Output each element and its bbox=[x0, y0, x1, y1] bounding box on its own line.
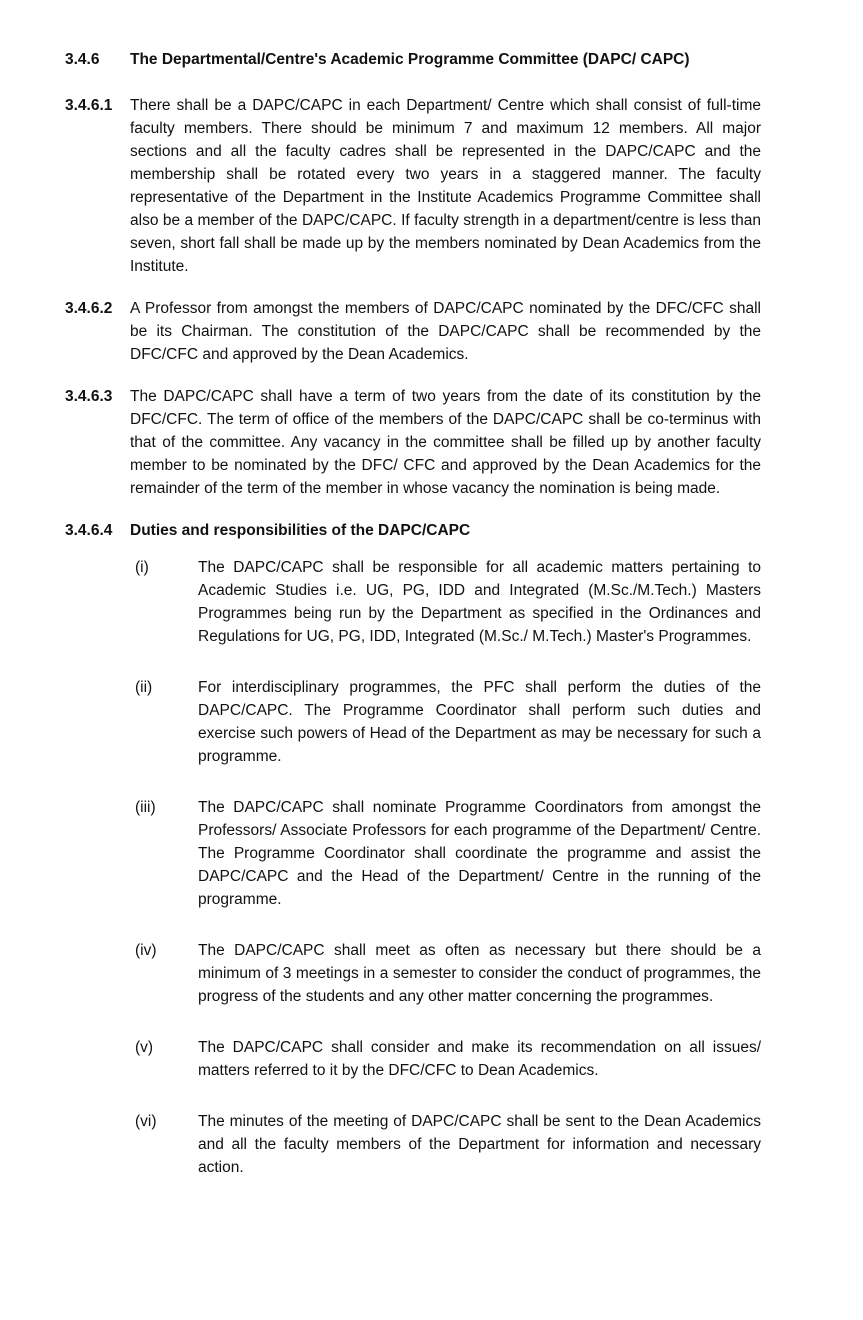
paragraph-text: A Professor from amongst the members of DAPC/CAPC nominated by the DFC/CFC shall be its Chairman. The constitution of the DAPC/CAPC shall be recommended by the DFC/CFC and approved by the Dean Academics. bbox=[130, 300, 761, 363]
paragraph-number: 3.4.6.3 bbox=[65, 388, 113, 405]
list-item-label: (v) bbox=[135, 1039, 154, 1056]
duties-heading bbox=[65, 519, 761, 542]
list-item-text: The DAPC/CAPC shall be responsible for all academic matters pertaining to Academic Studies i.e. UG, PG, IDD and Integrated (M.Sc./M.Tech.) Masters Programmes being run by the Department as specified in the Ordinances and Regulations for UG, PG, IDD, Integrated (M.Sc./ M.Tech.) Master's Programmes. bbox=[198, 559, 761, 645]
list-item bbox=[135, 1036, 761, 1082]
section-paragraph bbox=[65, 297, 761, 366]
list-item bbox=[135, 556, 761, 648]
list-item-text: For interdisciplinary programmes, the PFC shall perform the duties of the DAPC/CAPC. The Programme Coordinator shall perform such duties and exercise such powers of Head of the Department as may be necessary for such a programme. bbox=[198, 679, 761, 765]
paragraph-text: There shall be a DAPC/CAPC in each Department/ Centre which shall consist of full-time faculty members. There should be minimum 7 and maximum 12 members. All major sections and all the faculty cadres shall be represented in the DAPC/CAPC and the membership shall be rotated every two years in a staggered manner. The faculty representative of the Department in the Institute Academics Programme Committee shall also be a member of the DAPC/CAPC. If faculty strength in a department/centre is less than seven, short fall shall be made up by the members nominated by Dean Academics from the Institute. bbox=[130, 97, 761, 275]
duties-list bbox=[135, 556, 761, 1179]
section-paragraph bbox=[65, 385, 761, 500]
duties-list-row bbox=[65, 556, 761, 1179]
paragraph-number: 3.4.6.1 bbox=[65, 97, 113, 114]
list-item-label: (iii) bbox=[135, 799, 156, 816]
list-item-text: The minutes of the meeting of DAPC/CAPC shall be sent to the Dean Academics and all the faculty members of the Department for information and necessary action. bbox=[198, 1113, 761, 1176]
section-heading bbox=[65, 48, 761, 71]
list-item-label: (i) bbox=[135, 559, 149, 576]
list-item-label: (ii) bbox=[135, 679, 153, 696]
section-heading-number: 3.4.6 bbox=[65, 51, 100, 68]
list-item-text: The DAPC/CAPC shall meet as often as necessary but there should be a minimum of 3 meetings in a semester to consider the conduct of programmes, the progress of the students and any other matter concerning the programmes. bbox=[198, 942, 761, 1005]
list-item-text: The DAPC/CAPC shall consider and make its recommendation on all issues/ matters referred to it by the DFC/CFC to Dean Academics. bbox=[198, 1039, 761, 1079]
list-item-label: (iv) bbox=[135, 942, 157, 959]
section-heading-title: The Departmental/Centre's Academic Programme Committee (DAPC/ CAPC) bbox=[130, 51, 690, 68]
paragraph-number: 3.4.6.2 bbox=[65, 300, 113, 317]
list-item bbox=[135, 796, 761, 911]
paragraph-text: The DAPC/CAPC shall have a term of two years from the date of its constitution by the DFC/CFC. The term of office of the members of the DAPC/CAPC shall be co-terminus with that of the committee. Any vacancy in the committee shall be filled up by another faculty member to be nominated by the DFC/ CFC and approved by the Dean Academics for the remainder of the term of the member in whose vacancy the nomination is being made. bbox=[130, 388, 761, 497]
list-item-label: (vi) bbox=[135, 1113, 157, 1130]
list-item-text: The DAPC/CAPC shall nominate Programme Coordinators from amongst the Professors/ Associate Professors for each programme of the Department/ Centre. The Programme Coordinator shall coordinate the programme and assist the DAPC/CAPC and the Head of the Department/ Centre in the running of the programme. bbox=[198, 799, 761, 908]
section-paragraph bbox=[65, 94, 761, 278]
list-item bbox=[135, 1110, 761, 1179]
duties-heading-number: 3.4.6.4 bbox=[65, 522, 113, 539]
list-item bbox=[135, 939, 761, 1008]
list-item bbox=[135, 676, 761, 768]
duties-heading-title: Duties and responsibilities of the DAPC/CAPC bbox=[130, 522, 471, 539]
